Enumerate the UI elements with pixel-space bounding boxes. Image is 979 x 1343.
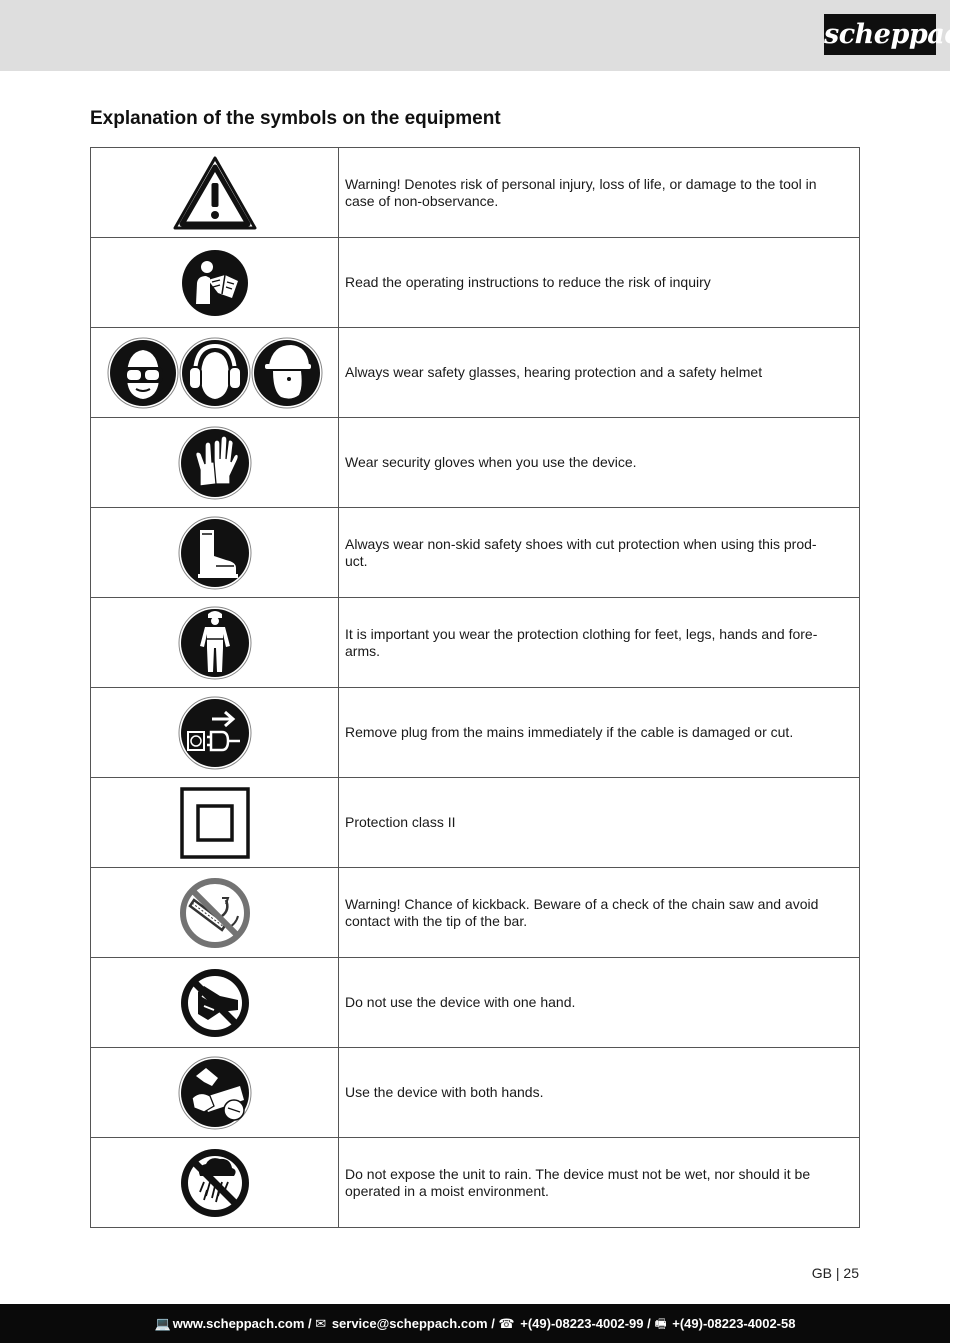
phone-icon: ☎ — [498, 1316, 515, 1331]
page-number: GB | 25 — [811, 1265, 859, 1281]
row-text: Always wear safety glasses, hearing protection and a safety helmet — [339, 328, 860, 418]
footer-website[interactable]: www.scheppach.com — [172, 1316, 305, 1331]
scheppach-logo: scheppach — [824, 14, 936, 55]
warning-triangle-icon — [172, 155, 258, 231]
table-row — [91, 868, 860, 958]
footer-phone: +(49)-08223-4002-99 — [520, 1316, 644, 1331]
table-row — [91, 1048, 860, 1138]
table-row — [91, 238, 860, 328]
row-text: Warning! Chance of kickback. Beware of a check of the chain saw and avoid contact with the tip of the bar. — [339, 868, 860, 958]
table-row — [91, 688, 860, 778]
table-row — [91, 778, 860, 868]
footer-band: 💻 www.scheppach.com / ✉ service@scheppach.com / ☎ +(49)-08223-4002-99 / 🖷 +(49)-08223-4002-58 — [0, 1304, 950, 1343]
no-rain-icon — [178, 1146, 252, 1220]
table-row — [91, 148, 860, 238]
email-icon: ✉ — [315, 1316, 327, 1331]
table-row — [91, 958, 860, 1048]
row-text: Wear security gloves when you use the device. — [339, 418, 860, 508]
both-hands-icon — [178, 1056, 252, 1130]
row-text: Remove plug from the mains immediately if the cable is damaged or cut. — [339, 688, 860, 778]
remove-plug-icon — [178, 696, 252, 770]
row-text: Read the operating instructions to reduce the risk of inquiry — [339, 238, 860, 328]
protection-class-ii-icon — [179, 786, 251, 860]
page-title: Explanation of the symbols on the equipment — [90, 108, 501, 129]
fax-icon: 🖷 — [654, 1316, 667, 1331]
table-row — [91, 418, 860, 508]
gloves-icon — [178, 426, 252, 500]
read-manual-icon — [180, 248, 250, 318]
symbol-table — [90, 147, 860, 1228]
kickback-warning-icon — [178, 876, 252, 950]
table-row — [91, 1138, 860, 1228]
row-text: It is important you wear the protection clothing for feet, legs, hands and fore-arms. — [339, 598, 860, 688]
footer-fax: +(49)-08223-4002-58 — [672, 1316, 796, 1331]
no-one-hand-icon — [178, 966, 252, 1040]
row-text: Always wear non-skid safety shoes with cut protection when using this prod-uct. — [339, 508, 860, 598]
row-text: Use the device with both hands. — [339, 1048, 860, 1138]
header-band — [0, 0, 979, 71]
safety-glasses-hearing-helmet-icon — [105, 335, 325, 411]
safety-shoes-icon — [178, 516, 252, 590]
table-row — [91, 328, 860, 418]
footer-email[interactable]: service@scheppach.com — [331, 1316, 488, 1331]
row-text: Do not use the device with one hand. — [339, 958, 860, 1048]
row-text: Warning! Denotes risk of personal injury, loss of life, or damage to the tool in case of non-observance. — [339, 148, 860, 238]
protective-clothing-icon — [178, 606, 252, 680]
table-row — [91, 598, 860, 688]
row-text: Protection class II — [339, 778, 860, 868]
row-text: Do not expose the unit to rain. The device must not be wet, nor should it be operated in a moist environment. — [339, 1138, 860, 1228]
computer-icon: 💻 — [154, 1316, 171, 1331]
table-row — [91, 508, 860, 598]
